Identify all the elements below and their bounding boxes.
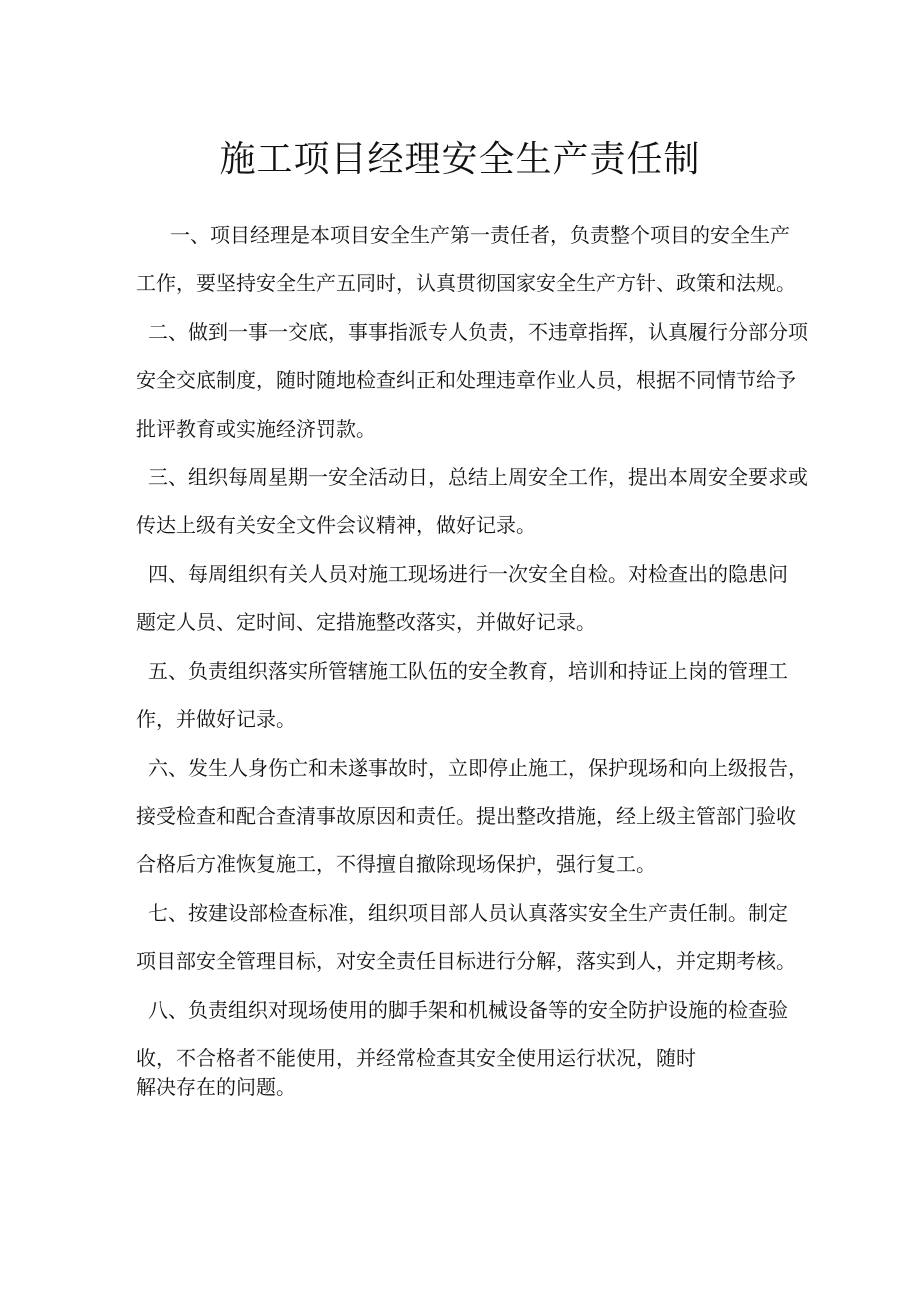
clause-6-line-1: 六、发生人身伤亡和未遂事故时，立即停止施工，保护现场和向上级报告， (148, 756, 808, 780)
clause-8-line-1: 八、负责组织对现场使用的脚手架和机械设备等的安全防护设施的检查验 (148, 998, 788, 1022)
clause-7-line-1: 七、按建设部检查标准，组织项目部人员认真落实安全生产责任制。制定 (148, 901, 788, 925)
clause-6-line-2: 接受检查和配合查清事故原因和责任。提出整改措施，经上级主管部门验收 (136, 804, 796, 828)
clause-8-line-3: 解决存在的问题。 (136, 1075, 296, 1099)
document-title: 施工项目经理安全生产责任制 (219, 139, 701, 180)
clause-1-line-2: 工作，要坚持安全生产五同时，认真贯彻国家安全生产方针、政策和法规。 (136, 271, 796, 295)
clause-6-line-3: 合格后方准恢复施工，不得擅自撤除现场保护，强行复工。 (136, 852, 656, 876)
clause-4-line-1: 四、每周组织有关人员对施工现场进行一次安全自检。对检查出的隐患问 (148, 562, 788, 586)
clause-2-line-2: 安全交底制度，随时随地检查纠正和处理违章作业人员，根据不同情节给予 (136, 368, 796, 392)
clause-3-line-2: 传达上级有关安全文件会议精神，做好记录。 (136, 513, 536, 537)
clause-4-line-2: 题定人员、定时间、定措施整改落实，并做好记录。 (136, 610, 596, 634)
clause-8-line-2: 收，不合格者不能使用，并经常检查其安全使用运行状况，随时 (136, 1046, 696, 1070)
clause-1-line-1: 一、项目经理是本项目安全生产第一责任者，负责整个项目的安全生产 (170, 223, 790, 247)
clause-3-line-1: 三、组织每周星期一安全活动日，总结上周安全工作，提出本周安全要求或 (148, 465, 808, 489)
clause-2-line-3: 批评教育或实施经济罚款。 (136, 417, 376, 441)
clause-7-line-2: 项目部安全管理目标，对安全责任目标进行分解，落实到人，并定期考核。 (136, 949, 796, 973)
clause-2-line-1: 二、做到一事一交底，事事指派专人负责，不违章指挥，认真履行分部分项 (148, 320, 808, 344)
clause-5-line-2: 作，并做好记录。 (136, 707, 296, 731)
clause-5-line-1: 五、负责组织落实所管辖施工队伍的安全教育，培训和持证上岗的管理工 (148, 659, 788, 683)
